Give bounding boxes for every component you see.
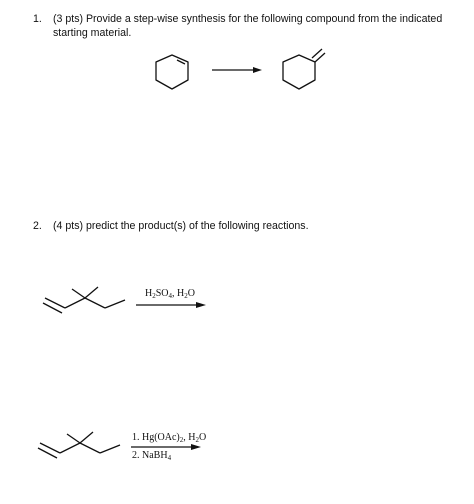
reaction-2b-arrow-head (191, 444, 201, 450)
chain-bond (105, 300, 125, 308)
reaction-2a-scheme (40, 280, 220, 325)
chain-bond (80, 443, 100, 453)
question-2-text: (4 pts) predict the product(s) of the following reactions. (53, 220, 309, 232)
methyl-bond-left (67, 434, 80, 443)
cyclohexene-ring (156, 55, 188, 89)
reaction-2b-step-2: 2. NaBH$_4$ (132, 450, 172, 462)
chain-bond (85, 298, 105, 308)
reaction-2b-step-1: 1. $Hg(OAc)_2$, $H_2O$ (132, 432, 207, 444)
alkene-bond (40, 443, 60, 453)
question-1-text: (3 pts) Provide a step-wise synthesis for the following compound from the indicated starting material. (53, 13, 443, 39)
question-1 (33, 12, 473, 42)
methyl-bond-left (72, 289, 85, 298)
methyl-bond-up (85, 287, 98, 298)
question-1-number: 1. (33, 13, 42, 25)
chain-bond (65, 298, 85, 308)
methylenecyclohexane-ring (283, 55, 315, 89)
reaction-2a-reagent: $H_2SO_4$, $H_2O$ (145, 288, 195, 300)
reaction-1-arrow-head (253, 67, 262, 73)
question-2-number: 2. (33, 220, 42, 232)
reaction-1-scheme (150, 45, 335, 100)
alkene-bond (45, 298, 65, 308)
chain-bond (60, 443, 80, 453)
methyl-bond-up (80, 432, 93, 443)
reaction-2a-arrow-head (196, 302, 206, 308)
chain-bond (100, 445, 120, 453)
question-2 (33, 219, 473, 235)
